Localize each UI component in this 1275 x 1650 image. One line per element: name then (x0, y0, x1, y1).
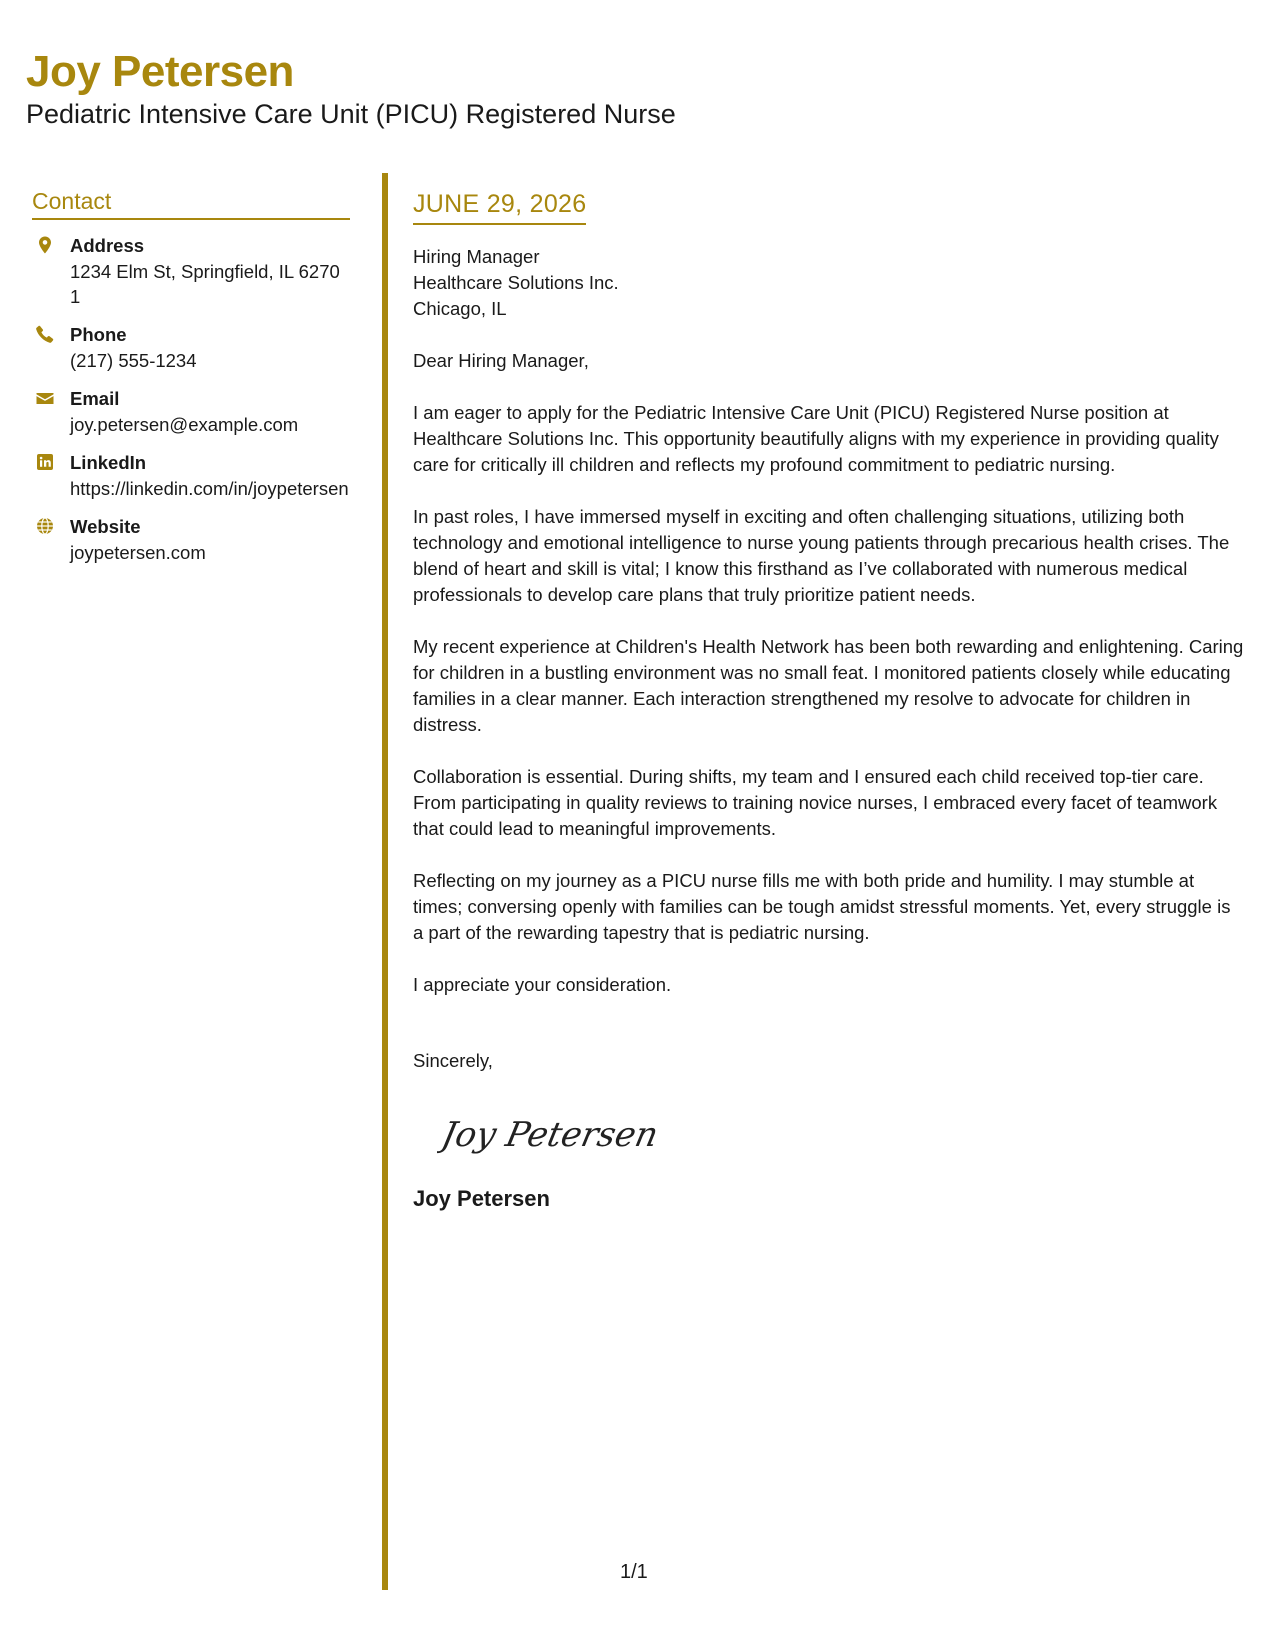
paragraph: I am eager to apply for the Pediatric Intensive Care Unit (PICU) Registered Nurse position at Healthcare Solutions Inc. This opportunity beautifully aligns with my experience in providing quality care for critically ill children and reflects my profound commitment to pediatric nursing. (413, 402, 1219, 475)
website-value[interactable]: joypetersen.com (70, 542, 206, 563)
website-label: Website (70, 516, 141, 537)
letter-date: JUNE 29, 2026 (413, 190, 586, 225)
contact-email (32, 386, 350, 437)
paragraph: My recent experience at Children's Health Network has been both rewarding and enlightening. Caring for children in a bustling environment was no small feat. I monitored patients closely while educating families in a clear manner. Each interaction strengthened my resolve to advocate for children in distress. (413, 636, 1244, 735)
email-value: joy.petersen@example.com (70, 414, 299, 435)
paragraph: In past roles, I have immersed myself in exciting and often challenging situations, utilizing both technology and emotional intelligence to nurse young patients through precarious health crises. The blend of heart and skill is vital; I know this firsthand as I’ve collaborated with numerous medical professionals to develop care plans that truly prioritize patient needs. (413, 506, 1230, 605)
page-number: 1/1 (620, 1561, 648, 1583)
linkedin-label: LinkedIn (70, 452, 147, 473)
signature-image (437, 1104, 1245, 1164)
globe-icon (35, 516, 57, 538)
contact-linkedin (32, 450, 350, 501)
contact-address (32, 233, 350, 309)
job-title: Pediatric Intensive Care Unit (PICU) Registered Nurse (26, 99, 676, 129)
column-divider (382, 173, 388, 1590)
linkedin-value[interactable]: https://linkedin.com/in/joypetersen (70, 478, 349, 499)
linkedin-icon (35, 452, 57, 474)
signed-name: Joy Petersen (413, 1186, 550, 1211)
recipient-block (413, 244, 1245, 322)
contact-website (32, 514, 350, 565)
letter-body (413, 190, 1245, 1212)
recipient-line: Healthcare Solutions Inc. (413, 272, 619, 293)
recipient-line: Hiring Manager (413, 246, 540, 267)
phone-label: Phone (70, 324, 127, 345)
signature-text: Joy Petersen (438, 1115, 662, 1155)
address-value: 1234 Elm St, Springfield, IL 62701 (70, 261, 340, 307)
recipient-line: Chicago, IL (413, 298, 507, 319)
salutation: Dear Hiring Manager, (413, 350, 589, 371)
contact-phone (32, 322, 350, 373)
paragraph: Collaboration is essential. During shifts, my team and I ensured each child received top-tier care. From participating in quality reviews to training novice nurses, I embraced every facet of teamwork that could lead to meaningful improvements. (413, 766, 1218, 839)
phone-value: (217) 555-1234 (70, 350, 197, 371)
address-label: Address (70, 235, 145, 256)
email-label: Email (70, 388, 120, 409)
contact-heading: Contact (32, 188, 350, 220)
paragraph: Reflecting on my journey as a PICU nurse fills me with both pride and humility. I may stumble at times; conversing openly with families can be tough amidst stressful moments. Yet, every struggle is a part of the rewarding tapestry that is pediatric nursing. (413, 870, 1231, 943)
paragraph: I appreciate your consideration. (413, 974, 672, 995)
candidate-name: Joy Petersen (26, 47, 294, 96)
envelope-icon (35, 388, 57, 410)
map-pin-icon (35, 235, 57, 257)
contact-sidebar (32, 188, 350, 565)
phone-icon (35, 324, 57, 346)
closing: Sincerely, (413, 1050, 493, 1071)
